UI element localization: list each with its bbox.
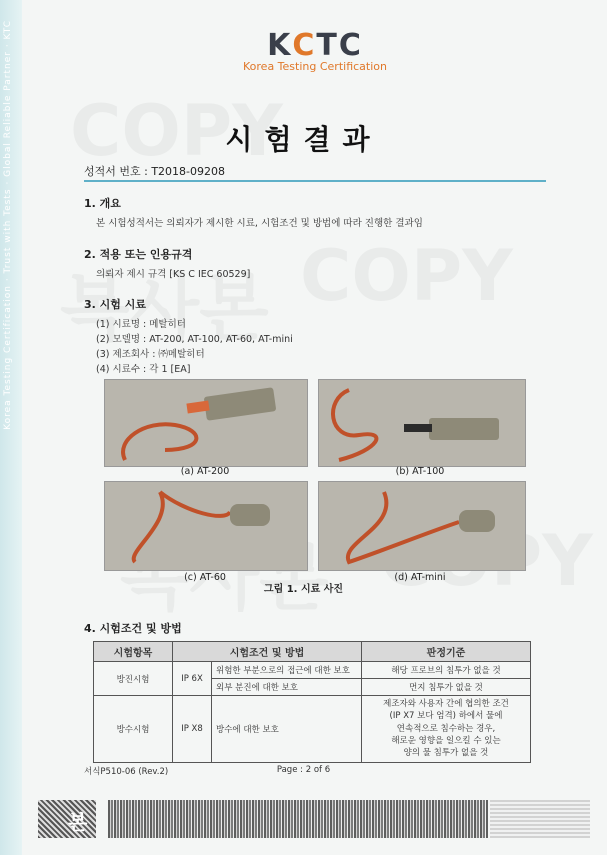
security-pattern <box>490 800 590 838</box>
logo-mark: KCTC <box>267 28 363 63</box>
sample-item-3: (3) 제조회사 : ㈜메탈히터 <box>96 349 205 360</box>
security-barcode <box>108 800 488 838</box>
table-header-row <box>94 642 531 662</box>
section-sample-heading: 3. 시험 시료 <box>84 298 146 311</box>
section-standard-heading: 2. 적용 또는 인용규격 <box>84 248 193 261</box>
section-standard-text: 의뢰자 제시 규격 [KS C IEC 60529] <box>96 269 251 280</box>
certificate-number: 성적서 번호 : T2018-09208 <box>84 165 226 178</box>
ktc-logo <box>240 28 390 73</box>
section-overview-heading: 1. 개요 <box>84 197 121 210</box>
row-dust-item: 방진시험 <box>94 662 173 696</box>
sample-photo-at-mini <box>318 481 526 571</box>
row-dust-criterion-1: 해당 프로브의 침투가 없을 것 <box>362 662 531 679</box>
page-title: 시험결과 <box>225 123 382 156</box>
photo-caption-at-100: (b) AT-100 <box>395 466 445 477</box>
row-dust-method-2: 외부 분진에 대한 보호 <box>212 679 362 696</box>
test-results-table <box>93 641 531 763</box>
row-water-criterion-line-4: 해로운 영향을 일으킬 수 있는 <box>391 735 501 746</box>
stamp-block <box>38 800 96 838</box>
row-water-criterion-line-1: 제조자와 사용자 간에 협의한 조건 <box>383 699 509 709</box>
row-water-method: 방수에 대한 보호 <box>212 696 362 763</box>
sample-item-1: (1) 시료명 : 메탈히터 <box>96 319 186 330</box>
row-dust-method-1: 위험한 부분으로의 접근에 대한 보호 <box>212 662 362 679</box>
row-dust-code: IP 6X <box>173 662 212 696</box>
row-water-criterion-line-2: (IP X7 보다 엄격) 하에서 물에 <box>389 711 503 722</box>
header-divider <box>84 180 546 182</box>
logo-subtitle: Korea Testing Certification <box>243 60 387 73</box>
section-overview-text: 본 시험성적서는 의뢰자가 제시한 시료, 시험조건 및 방법에 따라 진행한 결과임 <box>96 218 423 229</box>
sample-photo-at-60 <box>104 481 308 571</box>
section-conditions-heading: 4. 시험조건 및 방법 <box>84 622 182 635</box>
footer-form-number: 서식P510-06 (Rev.2) <box>84 767 169 777</box>
watermark-copy-2 <box>300 235 513 317</box>
table-header-method: 시험조건 및 방법 <box>173 642 362 662</box>
row-dust-criterion-2: 먼지 침투가 없을 것 <box>362 679 531 696</box>
row-water-code: IP X8 <box>173 696 212 763</box>
sample-photo-at-200 <box>104 379 308 467</box>
sample-item-4: (4) 시료수 : 각 1 [EA] <box>96 364 191 375</box>
table-row <box>94 662 531 679</box>
row-water-criterion <box>362 696 531 763</box>
table-header-item: 시험항목 <box>94 642 173 662</box>
table-row <box>94 696 531 763</box>
row-water-criterion-line-5: 양의 물 침투가 없을 것 <box>403 748 489 759</box>
footer-page-number: Page : 2 of 6 <box>276 765 331 775</box>
stamp-char: 본 <box>68 810 88 834</box>
side-ribbon-text: Korea Testing Certification · Trust with Tests · Global Reliable Partner · KTC <box>3 20 13 430</box>
photo-caption-at-200: (a) AT-200 <box>180 466 230 477</box>
sample-item-2: (2) 모델명 : AT-200, AT-100, AT-60, AT-mini <box>96 334 293 345</box>
row-water-criterion-line-3: 연속적으로 침수하는 경우, <box>396 723 496 734</box>
figure-caption: 그림 1. 시료 사진 <box>263 584 344 595</box>
photo-caption-at-60: (c) AT-60 <box>184 572 226 583</box>
table-header-criterion: 판정기준 <box>362 642 531 662</box>
row-water-item: 방수시험 <box>94 696 173 763</box>
photo-caption-at-mini: (d) AT-mini <box>394 572 446 583</box>
sample-photo-at-100 <box>318 379 526 467</box>
